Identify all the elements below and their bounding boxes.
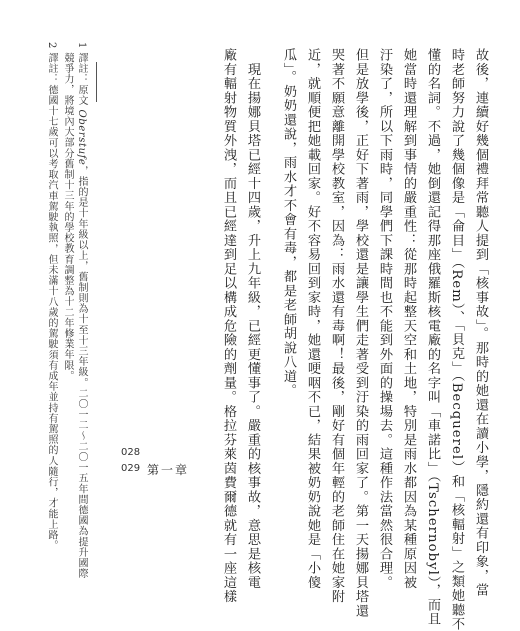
body-line-8: 近，就順便把她載回家。好不容易回到家時，她還哽咽不已，結果被奶奶說她是「小傻 [305, 48, 320, 590]
footnote-rule [96, 62, 97, 102]
body-line-4: 她當時還理解到事情的嚴重性：從那時起整天空和土地，特別是雨水都因為某種原因被 [401, 48, 416, 590]
body-line-2: 時老師努力說了幾個像是「侖目」（Rem）、「貝克」（Becquerel）和「核輻射」之類她聽不 [449, 48, 464, 631]
page-number-left: 028 [121, 447, 141, 458]
chapter-label: 第一章 [147, 463, 190, 477]
body-line-9: 瓜」。奶奶還說，雨水才不會有毒，都是老師胡說八道。 [281, 48, 296, 398]
footnote-2: 2 譯註：德國十七歲可以考取汽車駕駛執照，但未滿十八歲的駕駛須有成年並持有駕照的人隨行，才能上路。 [46, 42, 57, 551]
footnote-1-term: Oberstufe [76, 109, 87, 166]
body-line-6: 但是放學後，正好下著雨，學校還是讓學生們走著受到汙染的雨回家了。第一天揚娜貝塔還 [353, 48, 368, 618]
body-line-5: 汙染了，所以下雨時，同學們下課時間也不能到外面的操場去。這種作法當然很合理。 [377, 48, 392, 590]
footnote-1-continued: 競爭力，將境內大部分舊制十三年的學校教育調整為十二年修業年限。 [62, 42, 73, 382]
body-line-10: 現在揚娜貝塔已經十四歲，升上九年級，已經更懂事了。嚴重的核事故，意思是核電 [245, 48, 260, 590]
body-line-7: 哭著不願意離開學校教室，因為：雨水還有毒啊！最後，剛好有個年輕的老師住在她家附 [329, 48, 344, 604]
body-line-3: 懂的名詞。不過，她倒還記得那座俄羅斯核電廠的名字叫「車諾比」（Tschernobyl），而且 [425, 48, 440, 627]
footnote-1-lead: 1 譯註：原文 [76, 42, 87, 110]
body-line-1: 故後，連續好幾個禮拜常聽人提到「核事故」。那時的她還在讀小學，隱約還有印象，當 [473, 48, 488, 598]
footnote-1-rest: ，指的是十年級以上，舊制則為十至十三年級。二〇一二〜二〇一五年間德國為提升國際 [76, 165, 87, 579]
page-number-right: 029 [121, 463, 141, 474]
footnote-1 [76, 42, 87, 579]
body-line-11: 廠有輻射物質外洩，而且已經達到足以構成危險的劑量。格拉芬萊茵費爾德就有一座這樣 [221, 48, 236, 604]
